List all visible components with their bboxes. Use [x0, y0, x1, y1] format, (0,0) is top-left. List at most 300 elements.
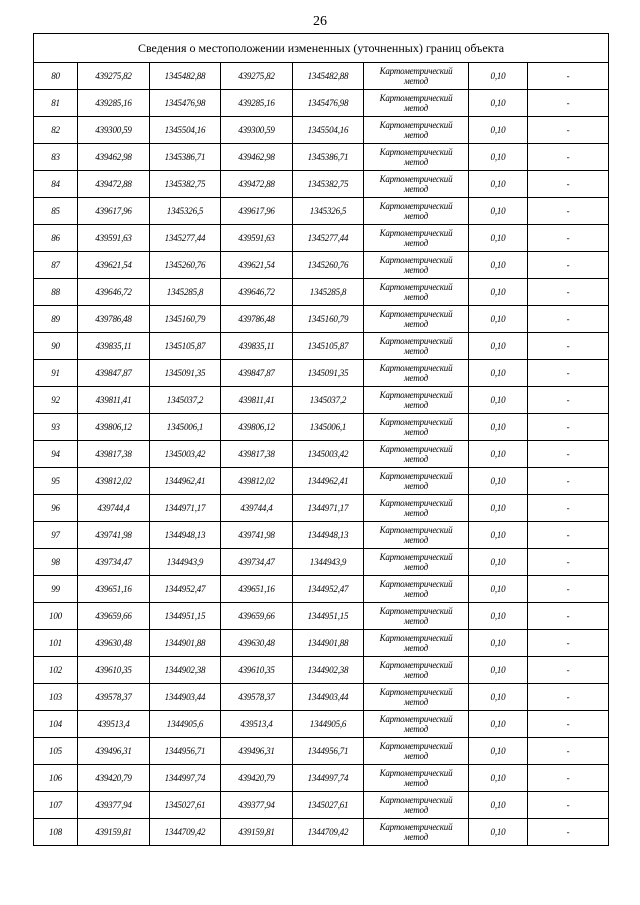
- table-row: [34, 603, 609, 630]
- y-new-cell: 1344905,6: [293, 711, 364, 738]
- accuracy-cell: 0,10: [469, 144, 528, 171]
- method-line2: метод: [403, 589, 429, 599]
- method-line2: метод: [403, 400, 429, 410]
- method-cell: [364, 90, 469, 117]
- method-cell: [364, 576, 469, 603]
- y-existing-cell: 1344951,15: [150, 603, 221, 630]
- point-number-cell: 95: [34, 468, 78, 495]
- method-cell: [364, 549, 469, 576]
- accuracy-cell: 0,10: [469, 657, 528, 684]
- method-line1: Картометрический: [379, 201, 453, 211]
- accuracy-cell: 0,10: [469, 765, 528, 792]
- accuracy-cell: 0,10: [469, 711, 528, 738]
- table-row: [34, 792, 609, 819]
- method-line1: Картометрический: [379, 255, 453, 265]
- description-cell: -: [528, 684, 609, 711]
- y-new-cell: 1344952,47: [293, 576, 364, 603]
- method-line1: Картометрический: [379, 795, 453, 805]
- table-row: [34, 468, 609, 495]
- method-line1: Картометрический: [379, 390, 453, 400]
- point-number-cell: 97: [34, 522, 78, 549]
- method-line1: Картометрический: [379, 120, 453, 130]
- description-cell: -: [528, 792, 609, 819]
- table-row: [34, 684, 609, 711]
- point-number-cell: 85: [34, 198, 78, 225]
- method-cell: [364, 117, 469, 144]
- x-new-cell: 439835,11: [221, 333, 293, 360]
- method-line2: метод: [403, 832, 429, 842]
- x-existing-cell: 439285,16: [78, 90, 150, 117]
- table-title: Сведения о местоположении измененных (уточненных) границ объекта: [34, 34, 609, 63]
- table-header-row: [34, 34, 609, 63]
- y-new-cell: 1345277,44: [293, 225, 364, 252]
- table-row: [34, 657, 609, 684]
- x-existing-cell: 439651,16: [78, 576, 150, 603]
- x-existing-cell: 439630,48: [78, 630, 150, 657]
- method-line2: метод: [403, 346, 429, 356]
- method-cell: [364, 333, 469, 360]
- accuracy-cell: 0,10: [469, 495, 528, 522]
- point-number-cell: 103: [34, 684, 78, 711]
- method-line1: Картометрический: [379, 498, 453, 508]
- y-new-cell: 1345285,8: [293, 279, 364, 306]
- x-existing-cell: 439513,4: [78, 711, 150, 738]
- method-cell: [364, 441, 469, 468]
- x-new-cell: 439472,88: [221, 171, 293, 198]
- y-new-cell: 1345260,76: [293, 252, 364, 279]
- y-existing-cell: 1345037,2: [150, 387, 221, 414]
- y-new-cell: 1344997,74: [293, 765, 364, 792]
- point-number-cell: 92: [34, 387, 78, 414]
- x-existing-cell: 439621,54: [78, 252, 150, 279]
- method-line2: метод: [403, 616, 429, 626]
- table-row: [34, 63, 609, 90]
- x-new-cell: 439659,66: [221, 603, 293, 630]
- method-line2: метод: [403, 643, 429, 653]
- point-number-cell: 82: [34, 117, 78, 144]
- x-new-cell: 439817,38: [221, 441, 293, 468]
- x-existing-cell: 439786,48: [78, 306, 150, 333]
- x-existing-cell: 439835,11: [78, 333, 150, 360]
- description-cell: -: [528, 414, 609, 441]
- point-number-cell: 101: [34, 630, 78, 657]
- method-cell: [364, 252, 469, 279]
- point-number-cell: 102: [34, 657, 78, 684]
- method-cell: [364, 198, 469, 225]
- y-existing-cell: 1345504,16: [150, 117, 221, 144]
- x-existing-cell: 439812,02: [78, 468, 150, 495]
- table-row: [34, 360, 609, 387]
- description-cell: -: [528, 441, 609, 468]
- point-number-cell: 96: [34, 495, 78, 522]
- method-line1: Картометрический: [379, 228, 453, 238]
- method-line1: Картометрический: [379, 687, 453, 697]
- point-number-cell: 104: [34, 711, 78, 738]
- method-line1: Картометрический: [379, 66, 453, 76]
- y-new-cell: 1345386,71: [293, 144, 364, 171]
- method-cell: [364, 657, 469, 684]
- x-existing-cell: 439591,63: [78, 225, 150, 252]
- method-line1: Картометрический: [379, 444, 453, 454]
- y-new-cell: 1345003,42: [293, 441, 364, 468]
- accuracy-cell: 0,10: [469, 90, 528, 117]
- method-cell: [364, 684, 469, 711]
- table-row: [34, 252, 609, 279]
- description-cell: -: [528, 90, 609, 117]
- table-body: [34, 63, 609, 846]
- accuracy-cell: 0,10: [469, 63, 528, 90]
- x-new-cell: 439300,59: [221, 117, 293, 144]
- y-existing-cell: 1344901,88: [150, 630, 221, 657]
- description-cell: -: [528, 738, 609, 765]
- method-line1: Картометрический: [379, 363, 453, 373]
- x-new-cell: 439513,4: [221, 711, 293, 738]
- accuracy-cell: 0,10: [469, 198, 528, 225]
- x-existing-cell: 439462,98: [78, 144, 150, 171]
- accuracy-cell: 0,10: [469, 117, 528, 144]
- y-existing-cell: 1345386,71: [150, 144, 221, 171]
- x-new-cell: 439812,02: [221, 468, 293, 495]
- table-row: [34, 549, 609, 576]
- method-line2: метод: [403, 292, 429, 302]
- accuracy-cell: 0,10: [469, 441, 528, 468]
- point-number-cell: 83: [34, 144, 78, 171]
- table-row: [34, 819, 609, 846]
- point-number-cell: 107: [34, 792, 78, 819]
- y-existing-cell: 1344709,42: [150, 819, 221, 846]
- method-line2: метод: [403, 157, 429, 167]
- y-new-cell: 1345382,75: [293, 171, 364, 198]
- y-existing-cell: 1345091,35: [150, 360, 221, 387]
- point-number-cell: 81: [34, 90, 78, 117]
- method-cell: [364, 414, 469, 441]
- x-new-cell: 439496,31: [221, 738, 293, 765]
- method-line1: Картометрический: [379, 417, 453, 427]
- y-existing-cell: 1345160,79: [150, 306, 221, 333]
- y-existing-cell: 1345003,42: [150, 441, 221, 468]
- table-row: [34, 144, 609, 171]
- x-existing-cell: 439496,31: [78, 738, 150, 765]
- point-number-cell: 105: [34, 738, 78, 765]
- x-new-cell: 439462,98: [221, 144, 293, 171]
- method-cell: [364, 63, 469, 90]
- accuracy-cell: 0,10: [469, 171, 528, 198]
- y-new-cell: 1344901,88: [293, 630, 364, 657]
- y-existing-cell: 1344943,9: [150, 549, 221, 576]
- method-cell: [364, 711, 469, 738]
- accuracy-cell: 0,10: [469, 414, 528, 441]
- y-new-cell: 1345037,2: [293, 387, 364, 414]
- description-cell: -: [528, 387, 609, 414]
- method-line2: метод: [403, 184, 429, 194]
- method-line2: метод: [403, 76, 429, 86]
- x-new-cell: 439646,72: [221, 279, 293, 306]
- table-row: [34, 765, 609, 792]
- table-row: [34, 279, 609, 306]
- description-cell: -: [528, 576, 609, 603]
- y-existing-cell: 1344997,74: [150, 765, 221, 792]
- y-existing-cell: 1344902,38: [150, 657, 221, 684]
- accuracy-cell: 0,10: [469, 333, 528, 360]
- table-row: [34, 225, 609, 252]
- point-number-cell: 91: [34, 360, 78, 387]
- y-existing-cell: 1344971,17: [150, 495, 221, 522]
- y-new-cell: 1345105,87: [293, 333, 364, 360]
- method-line1: Картометрический: [379, 714, 453, 724]
- accuracy-cell: 0,10: [469, 360, 528, 387]
- x-new-cell: 439847,87: [221, 360, 293, 387]
- description-cell: -: [528, 522, 609, 549]
- method-line1: Картометрический: [379, 336, 453, 346]
- point-number-cell: 88: [34, 279, 78, 306]
- method-line1: Картометрический: [379, 282, 453, 292]
- table-row: [34, 495, 609, 522]
- x-new-cell: 439285,16: [221, 90, 293, 117]
- y-existing-cell: 1344952,47: [150, 576, 221, 603]
- x-existing-cell: 439741,98: [78, 522, 150, 549]
- x-existing-cell: 439617,96: [78, 198, 150, 225]
- y-existing-cell: 1344962,41: [150, 468, 221, 495]
- accuracy-cell: 0,10: [469, 576, 528, 603]
- description-cell: -: [528, 468, 609, 495]
- method-cell: [364, 495, 469, 522]
- description-cell: -: [528, 144, 609, 171]
- method-line2: метод: [403, 373, 429, 383]
- y-existing-cell: 1345105,87: [150, 333, 221, 360]
- table-row: [34, 387, 609, 414]
- method-line1: Картометрический: [379, 552, 453, 562]
- y-existing-cell: 1345326,5: [150, 198, 221, 225]
- accuracy-cell: 0,10: [469, 225, 528, 252]
- method-line2: метод: [403, 211, 429, 221]
- y-new-cell: 1344709,42: [293, 819, 364, 846]
- description-cell: -: [528, 819, 609, 846]
- y-new-cell: 1345326,5: [293, 198, 364, 225]
- description-cell: -: [528, 225, 609, 252]
- description-cell: -: [528, 306, 609, 333]
- x-existing-cell: 439847,87: [78, 360, 150, 387]
- description-cell: -: [528, 333, 609, 360]
- table-row: [34, 630, 609, 657]
- x-new-cell: 439377,94: [221, 792, 293, 819]
- method-cell: [364, 279, 469, 306]
- x-new-cell: 439578,37: [221, 684, 293, 711]
- x-new-cell: 439651,16: [221, 576, 293, 603]
- method-line1: Картометрический: [379, 633, 453, 643]
- table-row: [34, 576, 609, 603]
- x-new-cell: 439621,54: [221, 252, 293, 279]
- method-line2: метод: [403, 724, 429, 734]
- method-line2: метод: [403, 805, 429, 815]
- method-cell: [364, 225, 469, 252]
- table-row: [34, 738, 609, 765]
- x-existing-cell: 439806,12: [78, 414, 150, 441]
- x-existing-cell: 439578,37: [78, 684, 150, 711]
- y-new-cell: 1345504,16: [293, 117, 364, 144]
- method-cell: [364, 306, 469, 333]
- method-cell: [364, 144, 469, 171]
- method-cell: [364, 387, 469, 414]
- method-cell: [364, 522, 469, 549]
- y-new-cell: 1344943,9: [293, 549, 364, 576]
- y-new-cell: 1345482,88: [293, 63, 364, 90]
- method-line1: Картометрический: [379, 174, 453, 184]
- y-existing-cell: 1344956,71: [150, 738, 221, 765]
- description-cell: -: [528, 657, 609, 684]
- x-existing-cell: 439472,88: [78, 171, 150, 198]
- method-line1: Картометрический: [379, 660, 453, 670]
- description-cell: -: [528, 252, 609, 279]
- accuracy-cell: 0,10: [469, 738, 528, 765]
- method-line1: Картометрический: [379, 471, 453, 481]
- method-line2: метод: [403, 427, 429, 437]
- y-existing-cell: 1345260,76: [150, 252, 221, 279]
- accuracy-cell: 0,10: [469, 549, 528, 576]
- x-existing-cell: 439300,59: [78, 117, 150, 144]
- description-cell: -: [528, 198, 609, 225]
- x-new-cell: 439786,48: [221, 306, 293, 333]
- x-existing-cell: 439811,41: [78, 387, 150, 414]
- x-new-cell: 439610,35: [221, 657, 293, 684]
- method-line2: метод: [403, 265, 429, 275]
- x-new-cell: 439617,96: [221, 198, 293, 225]
- x-existing-cell: 439610,35: [78, 657, 150, 684]
- accuracy-cell: 0,10: [469, 306, 528, 333]
- y-existing-cell: 1345277,44: [150, 225, 221, 252]
- accuracy-cell: 0,10: [469, 819, 528, 846]
- point-number-cell: 87: [34, 252, 78, 279]
- y-new-cell: 1344962,41: [293, 468, 364, 495]
- method-cell: [364, 171, 469, 198]
- x-existing-cell: 439734,47: [78, 549, 150, 576]
- y-existing-cell: 1345006,1: [150, 414, 221, 441]
- method-line2: метод: [403, 481, 429, 491]
- x-existing-cell: 439420,79: [78, 765, 150, 792]
- method-line2: метод: [403, 670, 429, 680]
- x-new-cell: 439806,12: [221, 414, 293, 441]
- accuracy-cell: 0,10: [469, 684, 528, 711]
- point-number-cell: 80: [34, 63, 78, 90]
- method-line2: метод: [403, 454, 429, 464]
- method-cell: [364, 819, 469, 846]
- x-existing-cell: 439659,66: [78, 603, 150, 630]
- y-new-cell: 1345006,1: [293, 414, 364, 441]
- y-existing-cell: 1345476,98: [150, 90, 221, 117]
- y-existing-cell: 1345027,61: [150, 792, 221, 819]
- x-new-cell: 439159,81: [221, 819, 293, 846]
- method-line2: метод: [403, 751, 429, 761]
- point-number-cell: 100: [34, 603, 78, 630]
- method-line2: метод: [403, 238, 429, 248]
- x-new-cell: 439591,63: [221, 225, 293, 252]
- x-existing-cell: 439744,4: [78, 495, 150, 522]
- y-new-cell: 1345160,79: [293, 306, 364, 333]
- method-line1: Картометрический: [379, 309, 453, 319]
- point-number-cell: 90: [34, 333, 78, 360]
- method-line2: метод: [403, 535, 429, 545]
- method-cell: [364, 792, 469, 819]
- description-cell: -: [528, 711, 609, 738]
- y-existing-cell: 1344903,44: [150, 684, 221, 711]
- method-line1: Картометрический: [379, 579, 453, 589]
- point-number-cell: 93: [34, 414, 78, 441]
- table-row: [34, 198, 609, 225]
- x-existing-cell: 439377,94: [78, 792, 150, 819]
- method-line1: Картометрический: [379, 822, 453, 832]
- method-cell: [364, 360, 469, 387]
- accuracy-cell: 0,10: [469, 279, 528, 306]
- table-row: [34, 306, 609, 333]
- description-cell: -: [528, 171, 609, 198]
- method-line2: метод: [403, 103, 429, 113]
- x-existing-cell: 439817,38: [78, 441, 150, 468]
- method-cell: [364, 603, 469, 630]
- page-number: 26: [313, 14, 327, 29]
- method-line2: метод: [403, 697, 429, 707]
- method-line1: Картометрический: [379, 768, 453, 778]
- y-new-cell: 1345476,98: [293, 90, 364, 117]
- description-cell: -: [528, 603, 609, 630]
- table-row: [34, 90, 609, 117]
- method-line1: Картометрический: [379, 525, 453, 535]
- method-line2: метод: [403, 319, 429, 329]
- description-cell: -: [528, 549, 609, 576]
- boundary-table: [33, 33, 609, 846]
- accuracy-cell: 0,10: [469, 792, 528, 819]
- method-cell: [364, 738, 469, 765]
- table-row: [34, 171, 609, 198]
- x-new-cell: 439420,79: [221, 765, 293, 792]
- point-number-cell: 86: [34, 225, 78, 252]
- method-line2: метод: [403, 562, 429, 572]
- accuracy-cell: 0,10: [469, 630, 528, 657]
- method-cell: [364, 765, 469, 792]
- point-number-cell: 84: [34, 171, 78, 198]
- x-new-cell: 439734,47: [221, 549, 293, 576]
- description-cell: -: [528, 279, 609, 306]
- x-existing-cell: 439275,82: [78, 63, 150, 90]
- table-row: [34, 414, 609, 441]
- y-new-cell: 1344948,13: [293, 522, 364, 549]
- x-new-cell: 439744,4: [221, 495, 293, 522]
- point-number-cell: 98: [34, 549, 78, 576]
- table-row: [34, 441, 609, 468]
- y-new-cell: 1344956,71: [293, 738, 364, 765]
- table-row: [34, 522, 609, 549]
- accuracy-cell: 0,10: [469, 522, 528, 549]
- method-line1: Картометрический: [379, 93, 453, 103]
- table-row: [34, 333, 609, 360]
- point-number-cell: 94: [34, 441, 78, 468]
- y-new-cell: 1344971,17: [293, 495, 364, 522]
- x-existing-cell: 439646,72: [78, 279, 150, 306]
- description-cell: -: [528, 63, 609, 90]
- y-new-cell: 1345027,61: [293, 792, 364, 819]
- y-existing-cell: 1344948,13: [150, 522, 221, 549]
- method-line2: метод: [403, 130, 429, 140]
- y-new-cell: 1344903,44: [293, 684, 364, 711]
- y-existing-cell: 1345382,75: [150, 171, 221, 198]
- y-existing-cell: 1345482,88: [150, 63, 221, 90]
- y-existing-cell: 1344905,6: [150, 711, 221, 738]
- description-cell: -: [528, 495, 609, 522]
- accuracy-cell: 0,10: [469, 603, 528, 630]
- accuracy-cell: 0,10: [469, 387, 528, 414]
- description-cell: -: [528, 630, 609, 657]
- description-cell: -: [528, 360, 609, 387]
- x-new-cell: 439275,82: [221, 63, 293, 90]
- method-cell: [364, 630, 469, 657]
